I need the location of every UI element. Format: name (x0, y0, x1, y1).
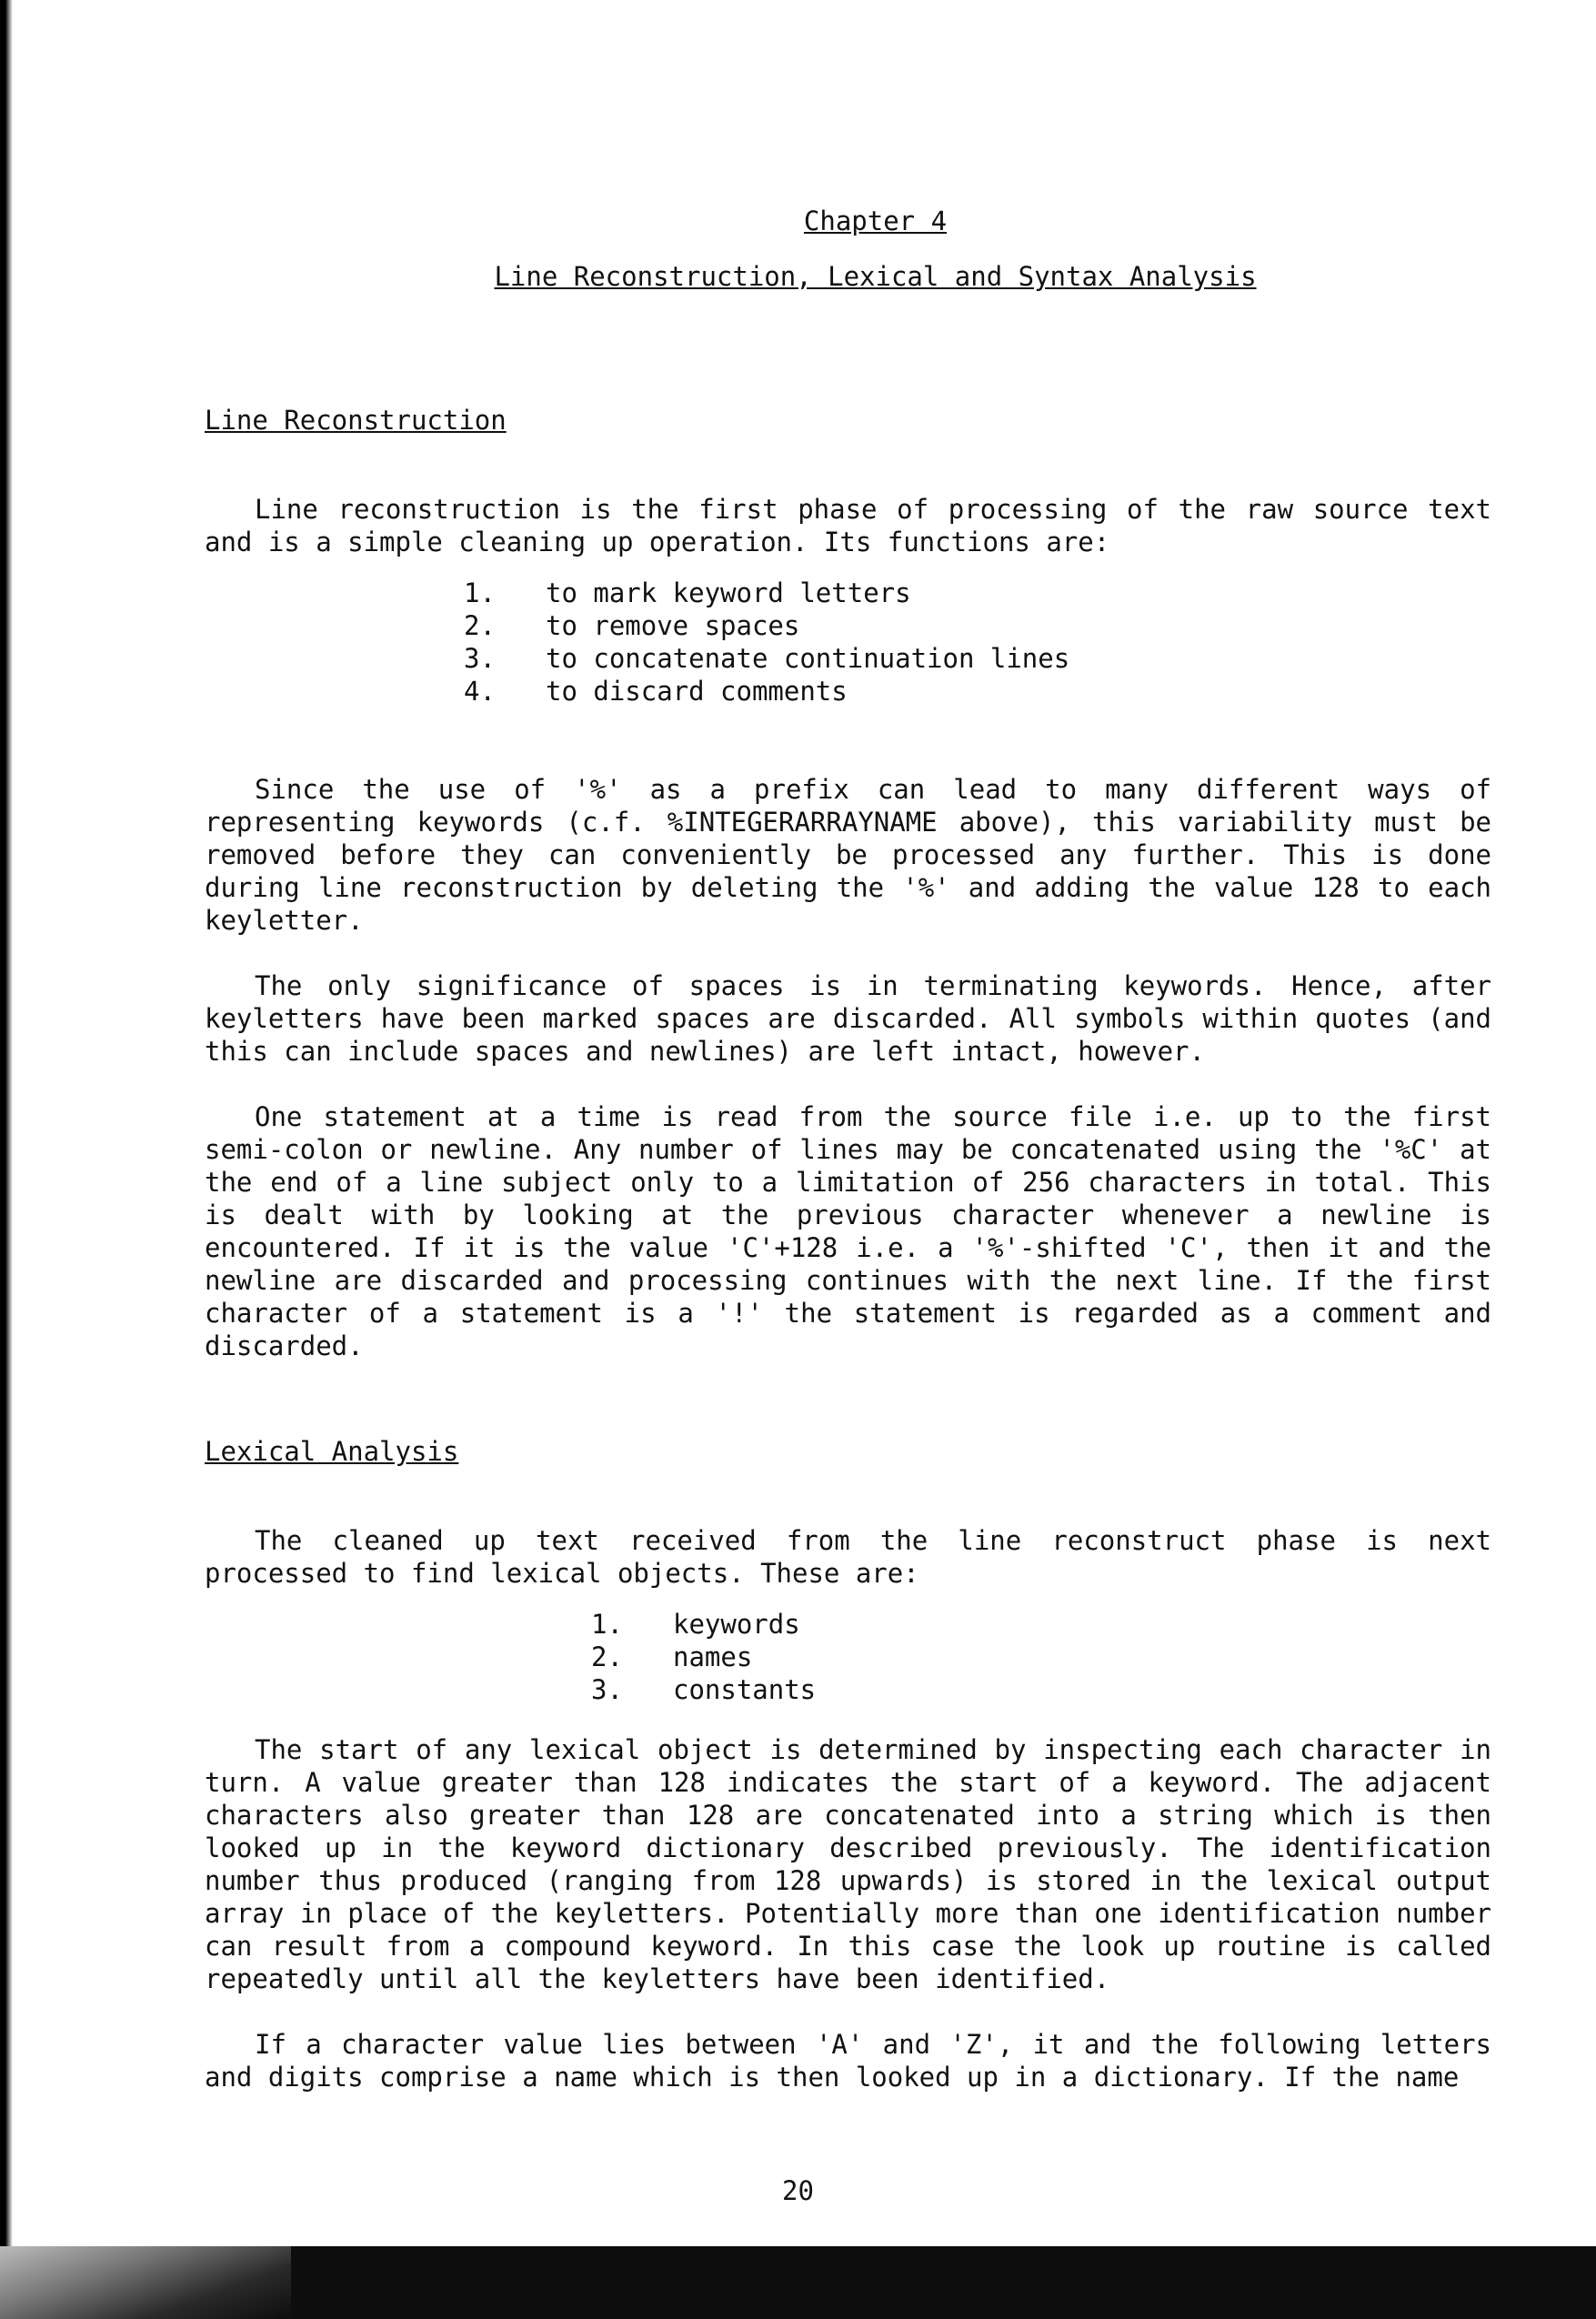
section-heading-lexical-analysis: Lexical Analysis (205, 1436, 459, 1467)
document-page (205, 205, 1491, 2093)
list-item: 1. to mark keyword letters (464, 577, 911, 608)
list-item: 2. to remove spaces (464, 610, 800, 641)
lexical-analysis-intro: The cleaned up text received from the line reconstruct phase is next processed to find lexical objects. These are: (205, 1525, 1491, 1589)
list-item: 3. to concatenate continuation lines (464, 643, 1070, 674)
list-item: 3. constants (591, 1674, 817, 1705)
list-item: 4. to discard comments (464, 676, 848, 707)
page-number: 20 (782, 2175, 814, 2206)
list-item: 2. names (591, 1641, 753, 1672)
chapter-title: Line Reconstruction, Lexical and Syntax Analysis (494, 261, 1257, 292)
list-item: 1. keywords (591, 1609, 800, 1640)
lexical-objects-list (591, 1608, 1491, 1706)
line-reconstruction-intro: Line reconstruction is the first phase of processing of the raw source text and is a simple cleaning up operation. Its functions are: (205, 494, 1491, 557)
paragraph-statements: One statement at a time is read from the source file i.e. up to the first semi-colon or newline. Any number of lines may be concatenated using the '%C' at the end of a line subject only to a limitation of 256 characters in total. This is dealt with by looking at the previous character whenever a newline is encountered. If it is the value 'C'+128 i.e. a '%'-shifted 'C', then it and the newline are discarded and processing continues with the next line. If the first character of a statement is a '!' the statement is regarded as a comment and discarded. (205, 1101, 1491, 1361)
paragraph-names: If a character value lies between 'A' and 'Z', it and the following letters and digits comprise a name which is then looked up in a dictionary. If the name (205, 2029, 1491, 2093)
scan-bottom-corner (0, 2246, 291, 2319)
paragraph-keywords: The start of any lexical object is determined by inspecting each character in turn. A value greater than 128 indicates the start of a keyword. The adjacent characters also greater than 128 are concatenated into a string which is then looked up in the keyword dictionary described previously. The identification number thus produced (ranging from 128 upwards) is stored in the lexical output array in place of the keyletters. Potentially more than one identification number can result from a compound keyword. In this case the look up routine is called repeatedly until all the keyletters have been identified. (205, 1734, 1491, 1994)
paragraph-prefix: Since the use of '%' as a prefix can lead to many different ways of representing keywords (c.f. %INTEGERARRAYNAME above), this variability must be removed before they can conveniently be processed any further. This is done during line reconstruction by deleting the '%' and adding the value 128 to each keyletter. (205, 774, 1491, 936)
chapter-label: Chapter 4 (803, 206, 948, 236)
functions-list (464, 577, 1491, 708)
book-binding-edge (0, 0, 13, 2319)
paragraph-spaces: The only significance of spaces is in terminating keywords. Hence, after keyletters have been marked spaces are discarded. All symbols within quotes (and this can include spaces and newlines) are left intact, however. (205, 970, 1491, 1067)
section-heading-line-reconstruction: Line Reconstruction (205, 405, 507, 436)
